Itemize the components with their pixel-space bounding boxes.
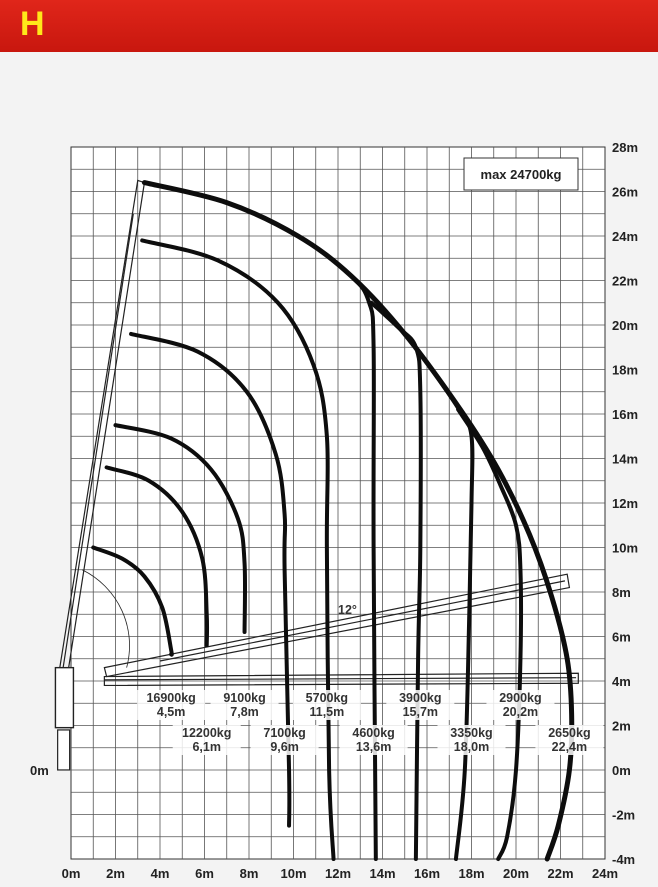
capacity-load: 12200kg [182,726,232,740]
capacity-load: 7100kg [263,726,306,740]
capacity-reach: 18,0m [453,740,490,754]
y-tick-label: 24m [612,229,639,244]
x-tick-label: 10m [280,866,307,881]
capacity-reach: 15,7m [402,705,439,719]
y-tick-label: 6m [612,629,631,645]
y-tick-label: 0m [612,763,631,778]
capacity-load: 4600kg [352,726,395,740]
crane-column [55,668,73,728]
x-tick-label: 4m [150,866,170,881]
boom-angle-label: 12° [338,603,357,617]
grid-lines [71,147,605,859]
max-load-label: max 24700kg [480,167,562,182]
x-tick-label: 2m [106,866,125,881]
y-tick-label: 22m [612,273,639,289]
y-tick-label: 20m [612,318,639,333]
header-label: H [20,5,45,43]
capacity-load: 2900kg [499,691,542,705]
x-tick-label: 18m [458,866,485,881]
capacity-load: 3900kg [399,691,442,705]
y-tick-label: 8m [612,585,631,600]
x-tick-label: 6m [195,866,214,881]
y-tick-label: 14m [612,451,639,467]
capacity-load: 5700kg [305,691,349,705]
y-tick-label: 28m [612,140,639,155]
capacity-reach: 13,6m [355,740,392,754]
capacity-reach: 22,4m [551,740,588,754]
x-tick-label: 12m [324,866,352,881]
x-tick-label: 0m [61,866,81,881]
capacity-reach: 20,2m [502,705,539,719]
capacity-reach: 6,1m [192,740,221,754]
y-tick-label: -4m [612,852,636,867]
y-tick-label: -2m [612,807,636,823]
y-tick-label: 16m [612,407,639,422]
x-tick-label: 16m [413,866,441,881]
y-tick-label: 18m [612,362,639,378]
x-tick-label: 24m [591,866,619,881]
y-tick-label: 4m [612,674,631,689]
capacity-load: 3350kg [450,726,493,740]
x-tick-label: 8m [239,866,259,881]
y-tick-label: 10m [612,540,639,556]
capacity-reach: 4,5m [156,705,186,719]
capacity-load: 16900kg [146,691,196,705]
max-load-box [464,158,578,190]
x-tick-label: 14m [369,866,396,881]
capacity-reach: 9,6m [270,740,299,754]
capacity-reach: 7,8m [230,705,259,719]
y-tick-label: 26m [612,184,639,200]
capacity-load: 2650kg [548,726,591,740]
left-zero-label: 0m [30,763,49,778]
capacity-reach: 11,5m [309,705,345,719]
y-tick-label: 12m [612,496,639,511]
x-tick-label: 20m [502,866,530,881]
crane-base [58,730,70,770]
capacity-load: 9100kg [223,691,266,705]
y-tick-label: 2m [612,718,631,734]
x-tick-label: 22m [547,866,574,881]
